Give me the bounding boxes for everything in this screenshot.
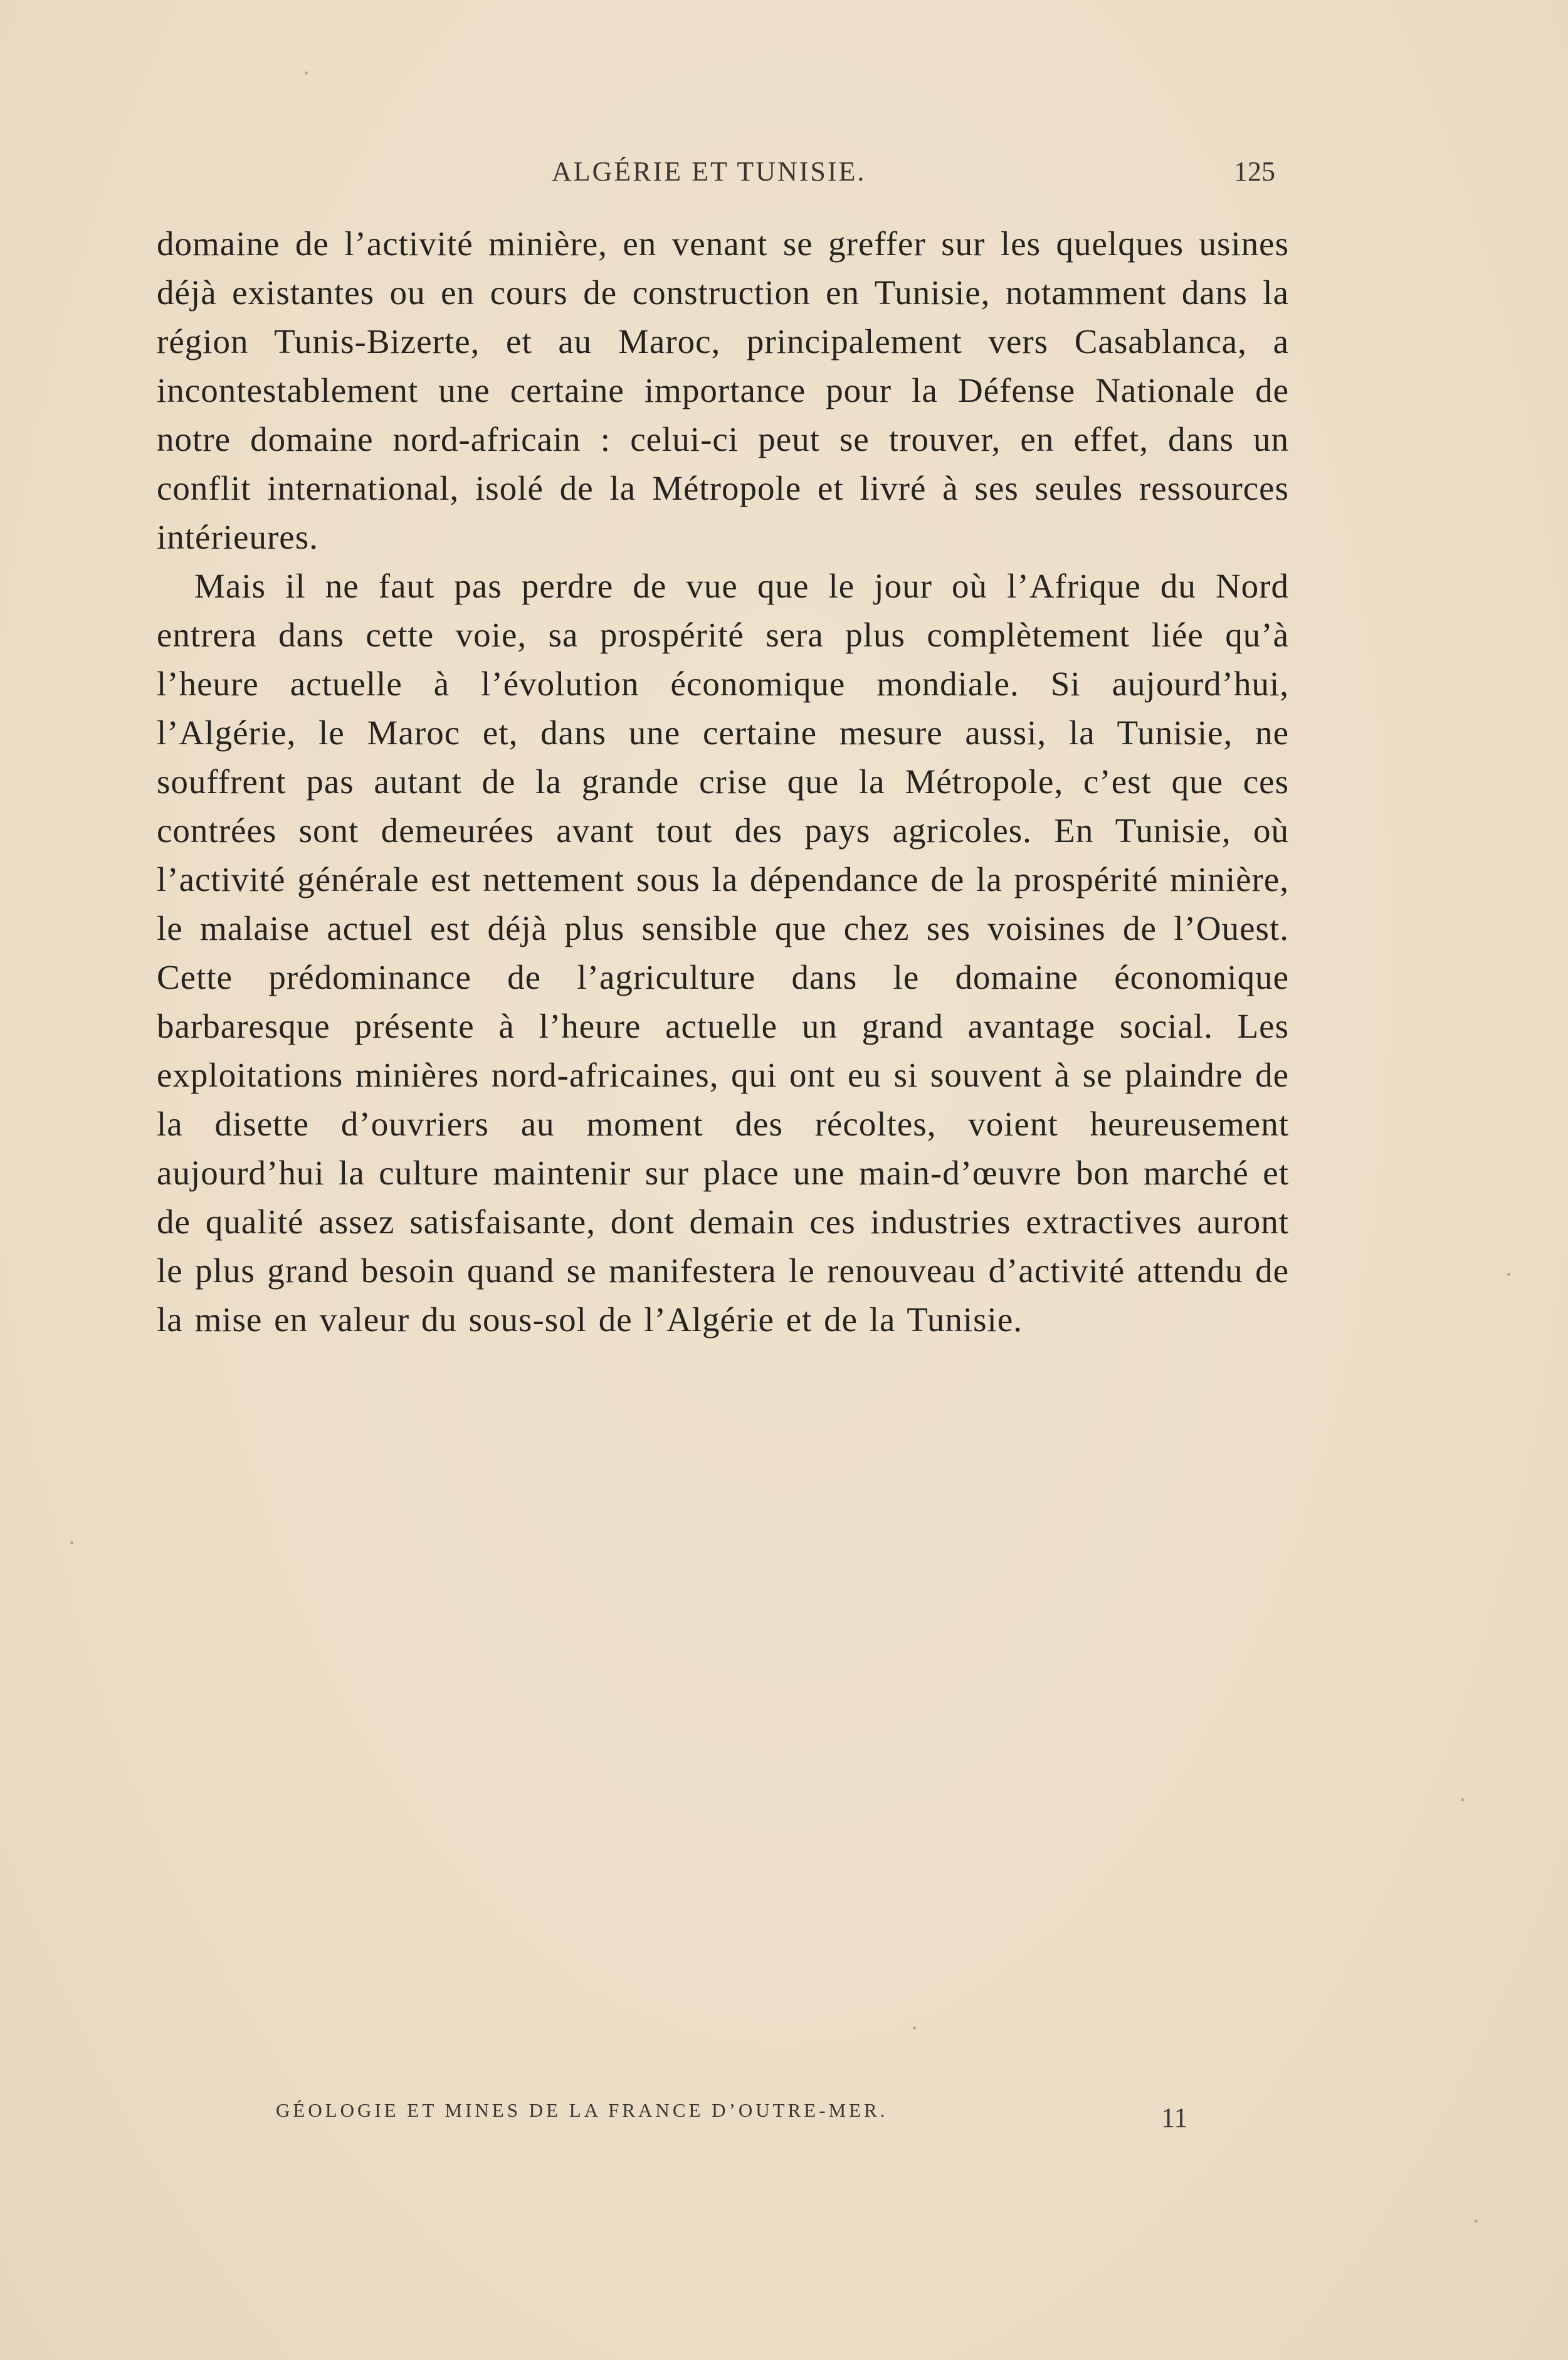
paper-speck — [1475, 2220, 1478, 2223]
signature-mark: 11 — [1161, 2102, 1188, 2133]
paragraph: domaine de l’activité minière, en venant se greffer sur les quelques usines déjà existantes ou en cours de construction en Tunisie, notamment dans la région Tunis-Bizerte, et au Maroc, principalement vers Casablanca, a incontestablement une certaine importance pour la Défense Nationale de notre domaine nord-africain : celui-ci peut se trouver, en effet, dans un conflit international, isolé de la Métropole et livré à ses seules ressources intérieures. — [157, 224, 1289, 556]
paper-speck — [305, 71, 308, 75]
body-text — [157, 219, 1289, 1344]
running-head: ALGÉRIE ET TUNISIE. — [552, 156, 866, 187]
paper-speck — [1461, 1798, 1464, 1801]
paragraph: Mais il ne faut pas perdre de vue que le jour où l’Afrique du Nord entrera dans cette voie, sa prospérité sera plus complètement liée qu’à l’heure actuelle à l’évolution économique mondiale. Si aujourd’hui, l’Algérie, le Maroc et, dans une certaine mesure aussi, la Tunisie, ne souffrent pas autant de la grande crise que la Métropole, c’est que ces contrées sont demeurées avant tout des pays agricoles. En Tunisie, où l’activité générale est nettement sous la dépendance de la prospérité minière, le malaise actuel est déjà plus sensible que chez ses voisines de l’Ouest. Cette prédominance de l’agriculture dans le domaine économique barbaresque présente à l’heure actuelle un grand avantage social. Les exploitations minières nord-africaines, qui ont eu si souvent à se plaindre de la disette d’ouvriers au moment des récoltes, voient heureusement aujourd’hui la culture maintenir sur place une main-d’œuvre bon marché et de qualité assez satisfaisante, dont demain ces industries extractives auront le plus grand besoin quand se manifestera le renouveau d’activité attendu de la mise en valeur du sous-sol de l’Algérie et de la Tunisie. — [157, 567, 1289, 1339]
paper-speck — [913, 2026, 916, 2030]
page-number: 125 — [1234, 156, 1275, 187]
paper-speck — [1507, 1273, 1510, 1276]
footer-book-title: GÉOLOGIE ET MINES DE LA FRANCE D’OUTRE-MER. — [276, 2099, 888, 2121]
paper-speck — [70, 1541, 73, 1544]
